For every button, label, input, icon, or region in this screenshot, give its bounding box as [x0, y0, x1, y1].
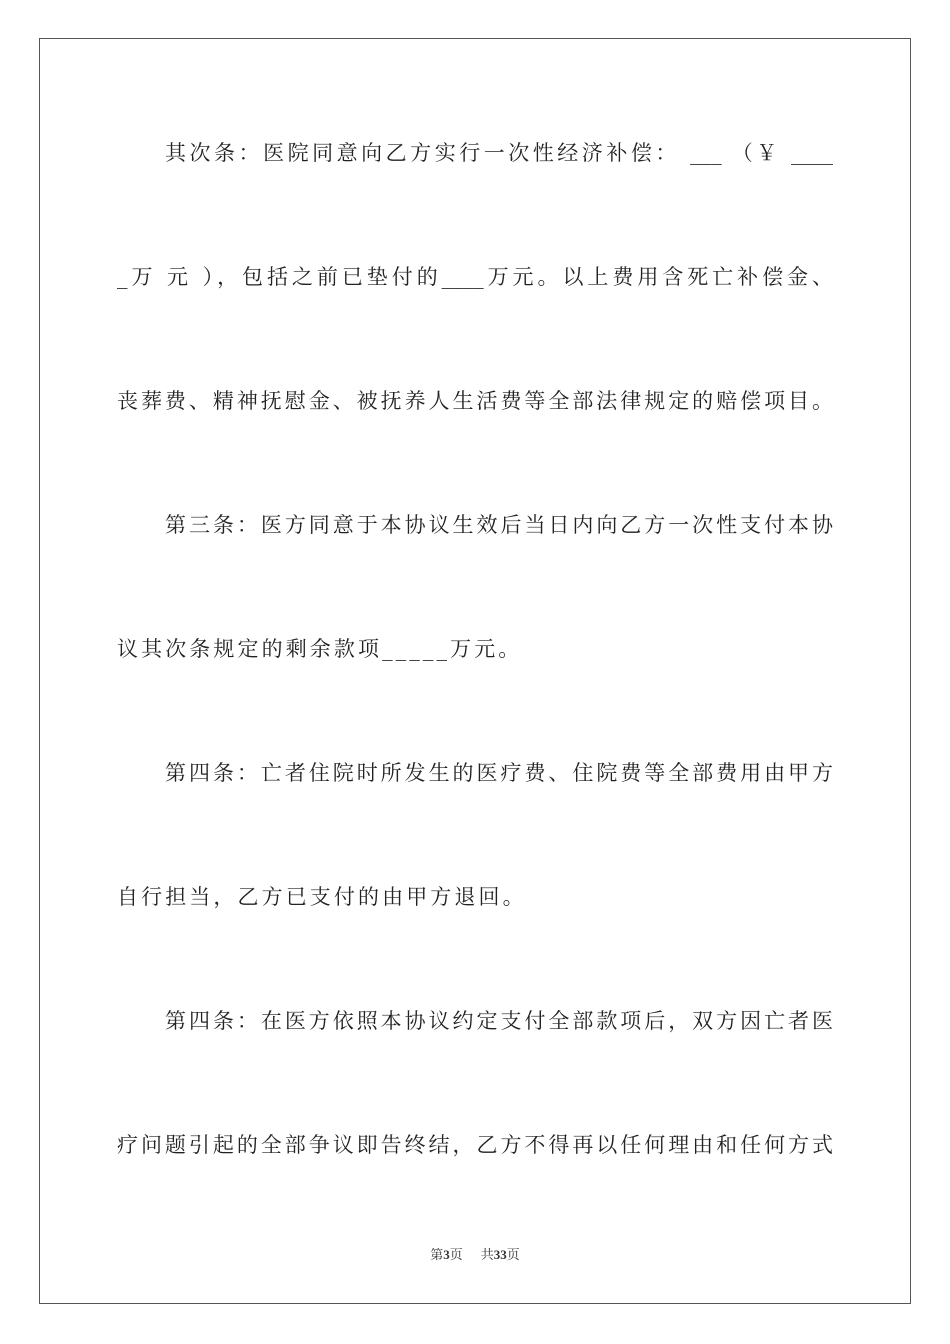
body-text-line: 其次条：医院同意向乙方实行一次性经济补偿： ___ （￥ ____: [165, 141, 833, 165]
body-text-line: 疗问题引起的全部争议即告终结，乙方不得再以任何理由和任何方式: [117, 1133, 833, 1157]
total-pages-number: 33: [493, 1247, 507, 1262]
page-footer: [0, 1246, 950, 1265]
total-suffix: 页: [506, 1248, 520, 1263]
page-suffix: 页: [449, 1248, 463, 1263]
body-text-line: 议其次条规定的剩余款项_____万元。: [117, 637, 523, 661]
page-border: [39, 38, 911, 1304]
total-prefix: 共: [480, 1248, 494, 1263]
body-text-line: 第四条：亡者住院时所发生的医疗费、住院费等全部费用由甲方: [165, 761, 833, 785]
body-text-line: 第三条：医方同意于本协议生效后当日内向乙方一次性支付本协: [165, 513, 833, 537]
page-prefix: 第: [430, 1248, 444, 1263]
body-text-line: 自行担当，乙方已支付的由甲方退回。: [117, 885, 527, 909]
current-page-number: 3: [443, 1247, 450, 1262]
body-text-line: _万 元 ），包括之前已垫付的____万元。以上费用含死亡补偿金、: [117, 265, 833, 289]
body-text-line: 第四条：在医方依照本协议约定支付全部款项后，双方因亡者医: [165, 1009, 833, 1033]
body-text-line: 丧葬费、精神抚慰金、被抚养人生活费等全部法律规定的赔偿项目。: [117, 389, 833, 413]
